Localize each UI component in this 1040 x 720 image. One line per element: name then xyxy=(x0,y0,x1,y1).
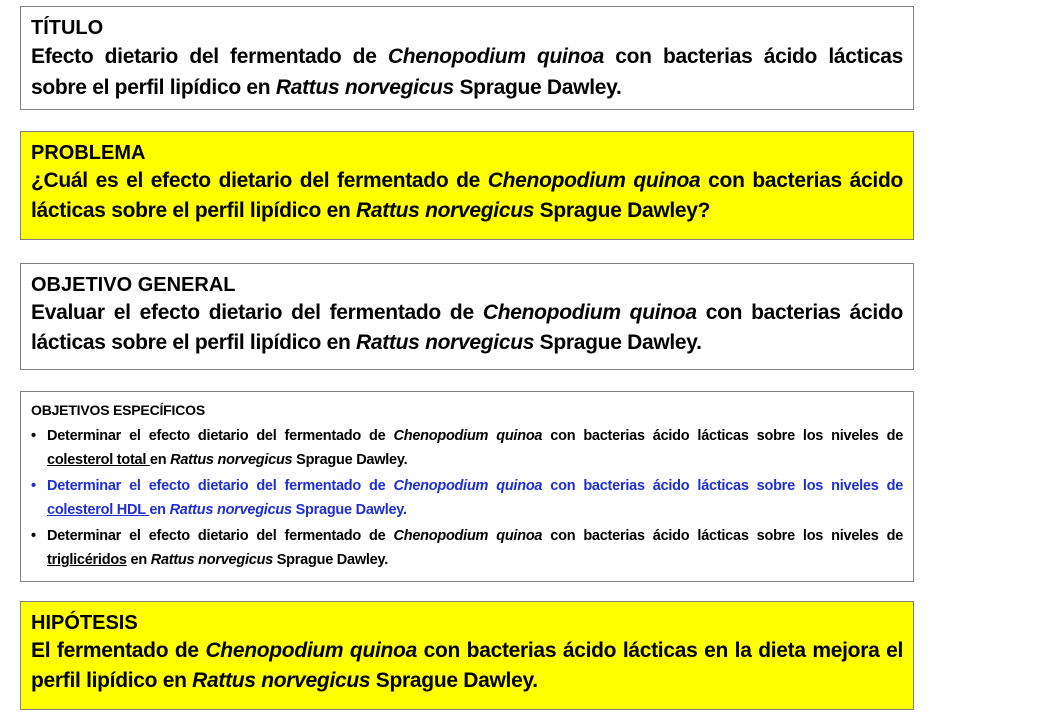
problema-text-post: Sprague Dawley? xyxy=(534,199,711,222)
objetivo-general-text-post: Sprague Dawley. xyxy=(534,331,702,354)
hipotesis-text-pre: El fermentado de xyxy=(31,639,206,662)
hipotesis-text-mid: con bacterias ácido lácticas en la dieta mejora el perfil lipídico en xyxy=(31,639,904,692)
titulo-text-mid: con bacterias ácido lácticas sobre el perfil lipídico en xyxy=(31,45,903,99)
problema-species-rattus: Rattus norvegicus xyxy=(356,199,535,222)
item-text-post: Sprague Dawley. xyxy=(292,452,408,468)
item-target-colesterol-hdl: colesterol HDL xyxy=(47,502,150,518)
titulo-heading: TÍTULO xyxy=(31,17,104,39)
item-text-mid2: en xyxy=(149,502,170,518)
bullet-icon: • xyxy=(31,478,36,494)
item-text-post: Sprague Dawley. xyxy=(272,552,388,568)
item-text-pre: Determinar el efecto dietario del fermentado de xyxy=(47,478,394,494)
bullet-icon: • xyxy=(31,428,36,444)
item-species-rattus: Rattus norvegicus xyxy=(169,502,292,518)
item-species-quinoa: Chenopodium quinoa xyxy=(393,528,543,544)
objetivo-general-text-pre: Evaluar el efecto dietario del fermentado de xyxy=(31,301,483,324)
objetivos-especificos-heading: OBJETIVOS ESPECÍFICOS xyxy=(31,402,205,418)
hipotesis-species-rattus: Rattus norvegicus xyxy=(192,669,371,692)
objetivos-especificos-list xyxy=(31,424,903,572)
objetivo-general-box xyxy=(20,263,914,370)
objetivo-general-species-rattus: Rattus norvegicus xyxy=(356,331,535,354)
problema-box xyxy=(20,131,914,240)
item-species-rattus: Rattus norvegicus xyxy=(170,452,293,468)
objetivo-general-text-mid: con bacterias ácido lácticas sobre el perfil lipídico en xyxy=(31,301,904,354)
hipotesis-text-post: Sprague Dawley. xyxy=(370,669,538,692)
objetivo-general-species-quinoa: Chenopodium quinoa xyxy=(482,301,697,324)
item-text-mid2: en xyxy=(126,552,151,568)
item-species-quinoa: Chenopodium quinoa xyxy=(393,478,543,494)
item-species-quinoa: Chenopodium quinoa xyxy=(393,428,543,444)
item-text-mid: con bacterias ácido lácticas sobre los niveles de xyxy=(542,428,904,444)
item-text-mid2: en xyxy=(149,452,171,468)
problema-text-mid: con bacterias ácido lácticas sobre el perfil lipídico en xyxy=(31,169,904,222)
hipotesis-species-quinoa: Chenopodium quinoa xyxy=(205,639,417,662)
bullet-icon: • xyxy=(31,528,36,544)
item-text-pre: Determinar el efecto dietario del fermentado de xyxy=(47,528,394,544)
objetivo-general-heading: OBJETIVO GENERAL xyxy=(31,274,236,296)
titulo-text-post: Sprague Dawley. xyxy=(453,76,622,99)
list-item xyxy=(31,474,903,522)
item-target-colesterol-total: colesterol total xyxy=(47,452,150,468)
titulo-text xyxy=(31,41,903,103)
item-text-post: Sprague Dawley. xyxy=(291,502,407,518)
objetivos-especificos-box xyxy=(20,391,914,582)
item-text-mid: con bacterias ácido lácticas sobre los niveles de xyxy=(542,478,904,494)
list-item xyxy=(31,424,903,472)
item-species-rattus: Rattus norvegicus xyxy=(150,552,273,568)
problema-species-quinoa: Chenopodium quinoa xyxy=(487,169,701,192)
objetivo-general-text xyxy=(31,298,903,358)
titulo-species-rattus: Rattus norvegicus xyxy=(275,76,454,99)
item-target-trigliceridos: triglicéridos xyxy=(47,552,127,568)
hipotesis-box xyxy=(20,601,914,710)
titulo-species-quinoa: Chenopodium quinoa xyxy=(387,45,604,68)
problema-text-pre: ¿Cuál es el efecto dietario del fermentado de xyxy=(31,169,488,192)
titulo-text-pre: Efecto dietario del fermentado de xyxy=(31,45,388,68)
problema-heading: PROBLEMA xyxy=(31,142,146,164)
problema-text xyxy=(31,166,903,226)
hipotesis-text xyxy=(31,636,903,696)
titulo-box xyxy=(20,6,914,110)
list-item xyxy=(31,524,903,572)
hipotesis-heading: HIPÓTESIS xyxy=(31,612,138,634)
item-text-mid: con bacterias ácido lácticas sobre los niveles de xyxy=(542,528,904,544)
item-text-pre: Determinar el efecto dietario del fermentado de xyxy=(47,428,394,444)
